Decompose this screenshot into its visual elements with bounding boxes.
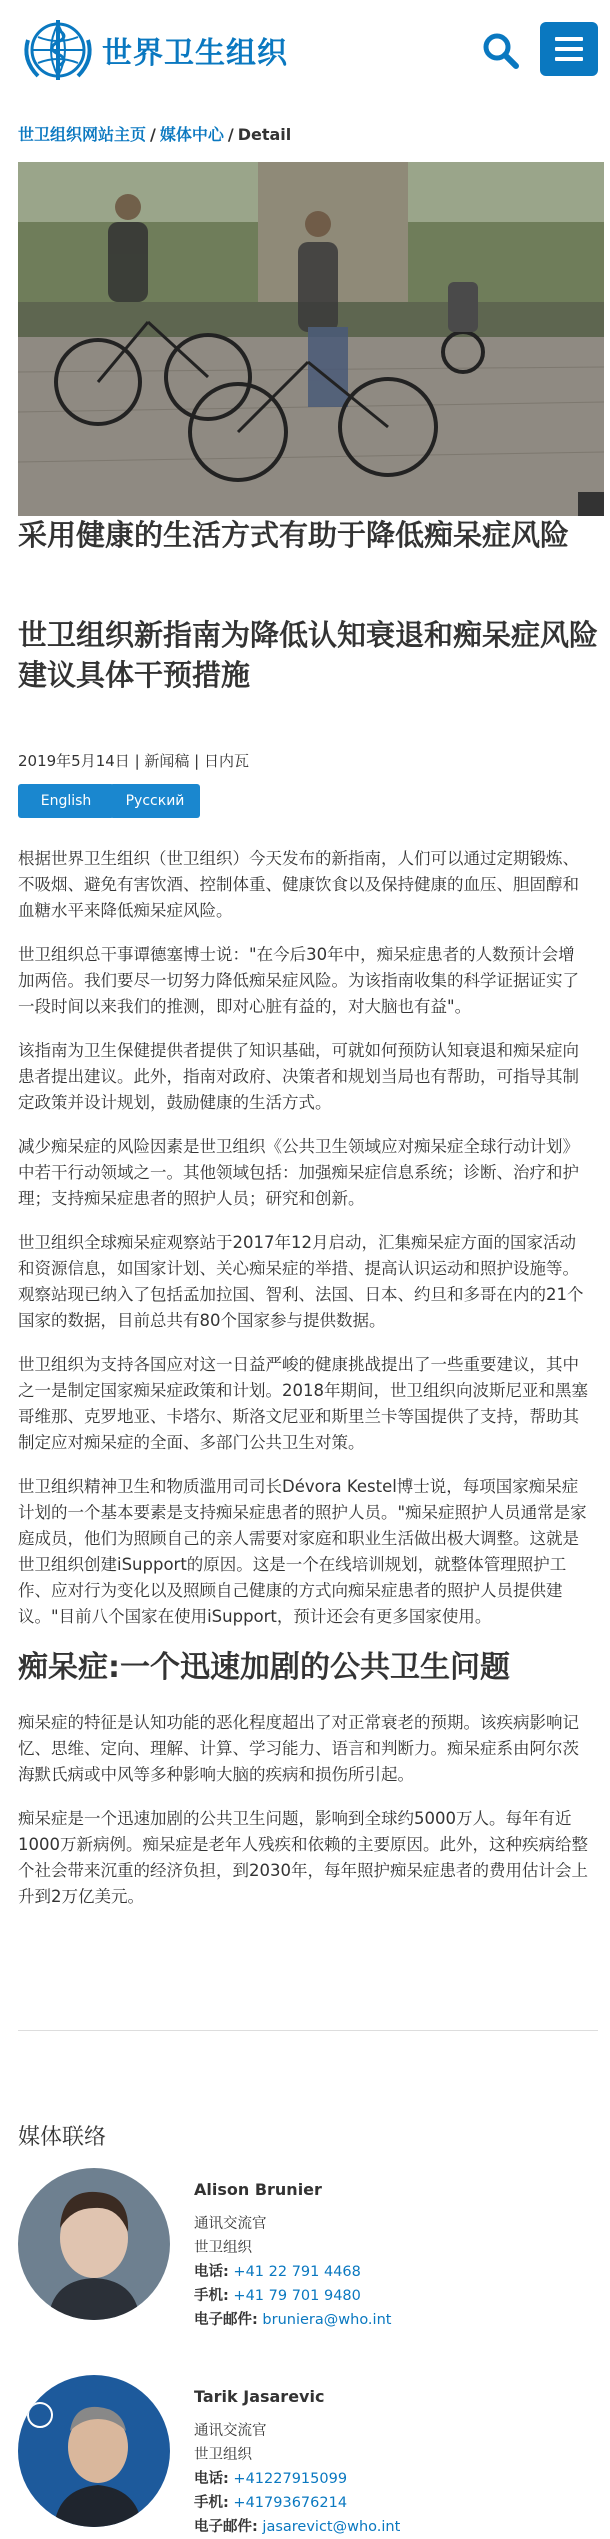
email-label: 电子邮件:: [194, 2519, 258, 2535]
contact-photo: [18, 2168, 170, 2320]
who-emblem-icon[interactable]: [18, 10, 98, 90]
contact-org: 世卫组织: [194, 2447, 252, 2463]
article-paragraph: 世卫组织总干事谭德塞博士说："在今后30年中，痴呆症患者的人数预计会增加两倍。我们要尽一切努力降低痴呆症风险。为该指南收集的科学证据证实了一段时间以来我们的推测，即对心脏有益的，对大脑也有益"。: [18, 945, 579, 1016]
contact-mobile-link[interactable]: +41793676214: [233, 2495, 348, 2511]
contact-info: [194, 2385, 400, 2539]
phone-label: 电话:: [194, 2471, 229, 2487]
article-paragraph: 该指南为卫生保健提供者提供了知识基础，可就如何预防认知衰退和痴呆症向患者提出建议。此外，指南对政府、决策者和规划当局也有帮助，可指导其制定政策并设计规划，鼓励健康的生活方式。: [18, 1041, 579, 1112]
article-paragraph: 世卫组织精神卫生和物质滥用司司长Dévora Kestel博士说，每项国家痴呆症计划的一个基本要素是支持痴呆症患者的照护人员。"痴呆症照护人员通常是家庭成员，他们为照顾自己的亲人需要对家庭和职业生活做出极大调整。这就是世卫组织创建iSupport的原因。这是一个在线培训规划，就整体管理照护工作、应对行为变化以及照顾自己健康的方式向痴呆症患者的照护人员提供建议。"目前八个国家在使用iSupport，预计还会有更多国家使用。: [18, 1477, 587, 1626]
breadcrumb-media-link[interactable]: 媒体中心: [159, 125, 224, 144]
contact-name: Tarik Jasarevic: [194, 2387, 325, 2406]
breadcrumb-home-link[interactable]: 世卫组织网站主页: [18, 125, 147, 144]
search-icon[interactable]: [480, 30, 520, 70]
article-body: [18, 846, 590, 1928]
contact-role: 通讯交流官: [194, 2216, 267, 2232]
contact-email-link[interactable]: bruniera@who.int: [262, 2312, 392, 2328]
breadcrumb-current: Detail: [237, 125, 292, 144]
content-divider: [18, 2030, 598, 2031]
breadcrumb-separator: /: [227, 125, 234, 144]
contact-email-link[interactable]: jasarevict@who.int: [262, 2519, 401, 2535]
article-meta: 2019年5月14日 | 新闻稿 | 日内瓦: [18, 752, 249, 770]
article-paragraph: 根据世界卫生组织（世卫组织）今天发布的新指南，人们可以通过定期锻炼、不吸烟、避免有害饮酒、控制体重、健康饮食以及保持健康的血压、胆固醇和血糖水平来降低痴呆症风险。: [18, 849, 579, 920]
email-label: 电子邮件:: [194, 2312, 258, 2328]
section-paragraph: 痴呆症是一个迅速加剧的公共卫生问题，影响到全球约5000万人。每年有近1000万新病例。痴呆症是老年人残疾和依赖的主要原因。此外，这种疾病给整个社会带来沉重的经济负担，到2030年，每年照护痴呆症患者的费用估计会上升到2万亿美元。: [18, 1809, 588, 1906]
contact-org: 世卫组织: [194, 2240, 252, 2256]
article-paragraph: 减少痴呆症的风险因素是世卫组织《公共卫生领域应对痴呆症全球行动计划》中若干行动领域之一。其他领域包括：加强痴呆症信息系统；诊断、治疗和护理；支持痴呆症患者的照护人员；研究和创新。: [18, 1137, 579, 1208]
contact-phone-link[interactable]: +41 22 791 4468: [233, 2264, 361, 2280]
contact-role: 通讯交流官: [194, 2423, 267, 2439]
breadcrumb-separator: /: [150, 125, 156, 144]
site-title[interactable]: 世界卫生组织: [102, 36, 288, 71]
contact-mobile-link[interactable]: +41 79 701 9480: [233, 2288, 361, 2304]
article-subtitle: 世卫组织新指南为降低认知衰退和痴呆症风险建议具体干预措施: [18, 618, 599, 692]
mobile-label: 手机:: [194, 2288, 229, 2304]
section-paragraph: 痴呆症的特征是认知功能的恶化程度超出了对正常衰老的预期。该疾病影响记忆、思维、定向、理解、计算、学习能力、语言和判断力。痴呆症系由阿尔茨海默氏病或中风等多种影响大脑的疾病和损伤所引起。: [18, 1713, 579, 1784]
contact-phone-link[interactable]: +41227915099: [233, 2471, 348, 2487]
hamburger-menu-icon[interactable]: [540, 22, 598, 76]
article-paragraph: 世卫组织全球痴呆症观察站于2017年12月启动，汇集痴呆症方面的国家活动和资源信息，如国家计划、关心痴呆症的举措、提高认识运动和照护设施等。观察站现已纳入了包括孟加拉国、智利、法国、日本、约旦和多哥在内的21个国家的数据，目前总共有80个国家参与提供数据。: [18, 1233, 584, 1330]
article-title: 采用健康的生活方式有助于降低痴呆症风险: [18, 518, 570, 552]
contact-info: [194, 2178, 391, 2332]
language-russian-button[interactable]: Русский: [110, 784, 200, 818]
contact-name: Alison Brunier: [194, 2180, 322, 2199]
section-heading: 痴呆症:一个迅速加剧的公共卫生问题: [18, 1650, 510, 1685]
mobile-label: 手机:: [194, 2495, 229, 2511]
phone-label: 电话:: [194, 2264, 229, 2280]
media-contacts-title: 媒体联络: [18, 2125, 107, 2150]
hero-image: [18, 162, 604, 516]
contact-card: [18, 2375, 598, 2535]
language-english-button[interactable]: English: [18, 784, 114, 818]
contact-photo: [18, 2375, 170, 2527]
site-header: [0, 0, 610, 144]
contact-card: [18, 2168, 598, 2328]
article-paragraph: 世卫组织为支持各国应对这一日益严峻的健康挑战提出了一些重要建议，其中之一是制定国家痴呆症政策和计划。2018年期间，世卫组织向波斯尼亚和黑塞哥维那、克罗地亚、卡塔尔、斯洛文尼亚和斯里兰卡等国提供了支持，帮助其制定应对痴呆症的全面、多部门公共卫生对策。: [18, 1355, 588, 1452]
breadcrumb: [18, 122, 291, 145]
